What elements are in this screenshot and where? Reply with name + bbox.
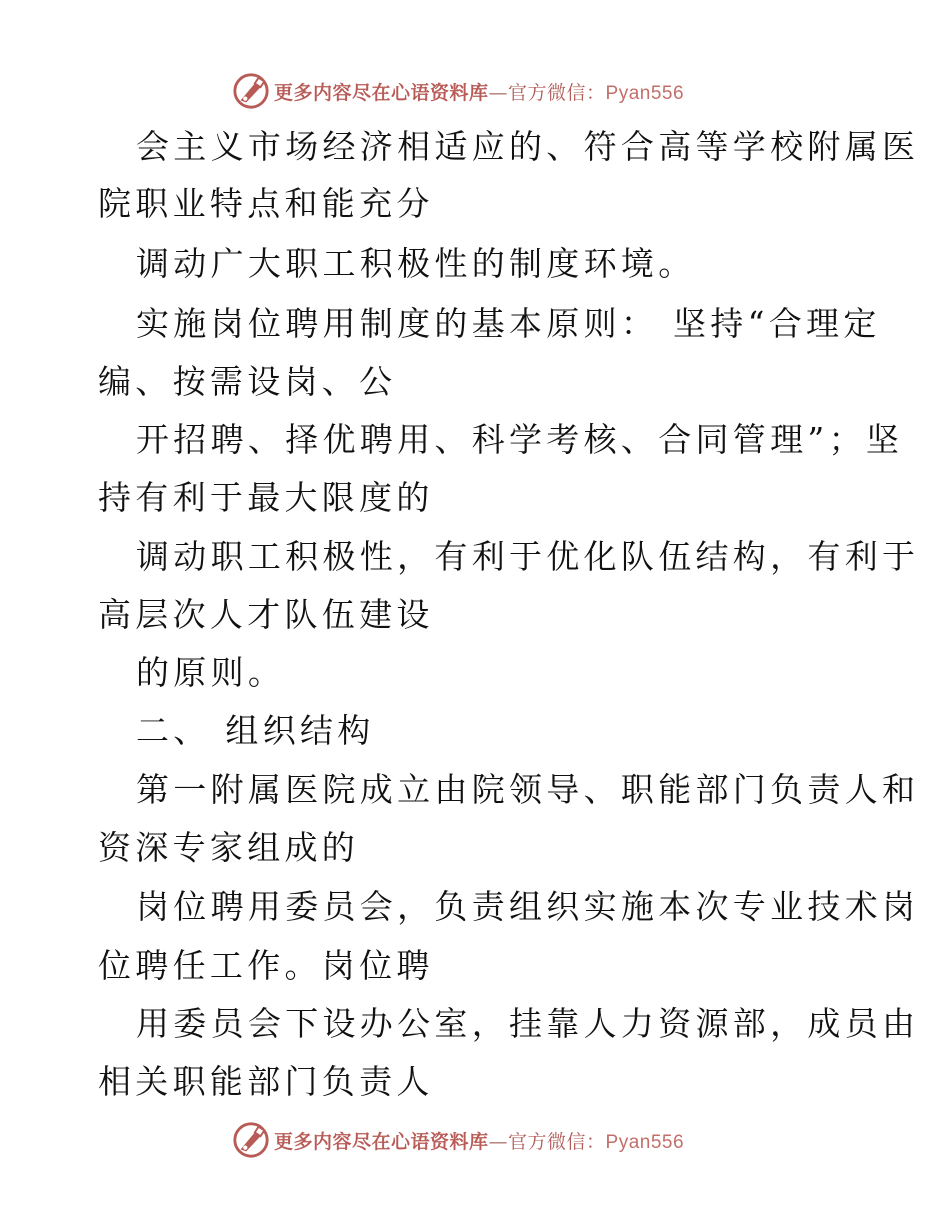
watermark-library: 更多内容尽在心语资料库 bbox=[274, 1130, 489, 1153]
watermark-official: 官方微信： bbox=[508, 81, 606, 104]
watermark-wechat-id: Pyan556 bbox=[605, 82, 685, 104]
watermark-official: 官方微信： bbox=[508, 1130, 606, 1153]
section-heading: 二、 组织结构 bbox=[136, 711, 375, 750]
watermark-library: 更多内容尽在心语资料库 bbox=[274, 81, 489, 104]
text-line: 调动职工积极性，有利于优化队伍结构，有利于 bbox=[136, 537, 920, 576]
text-line: 岗位聘用委员会，负责组织实施本次专业技术岗 bbox=[136, 887, 920, 926]
text-line: 调动广大职工积极性的制度环境。 bbox=[136, 244, 696, 283]
watermark-wechat-id: Pyan556 bbox=[605, 1131, 685, 1153]
pen-nib-logo-icon bbox=[232, 1121, 270, 1159]
watermark-separator: — bbox=[488, 81, 509, 104]
text-line: 实施岗位聘用制度的基本原则： 坚持“合理定 bbox=[136, 304, 881, 343]
text-line: 位聘任工作。岗位聘 bbox=[98, 946, 434, 985]
text-line: 开招聘、择优聘用、科学考核、合同管理”；坚 bbox=[136, 420, 904, 459]
text-line: 相关职能部门负责人 bbox=[98, 1062, 434, 1101]
watermark-text bbox=[274, 1127, 684, 1154]
text-line: 高层次人才队伍建设 bbox=[98, 595, 434, 634]
watermark-footer bbox=[232, 1120, 684, 1160]
watermark-separator: — bbox=[488, 1130, 509, 1153]
text-line: 用委员会下设办公室，挂靠人力资源部，成员由 bbox=[136, 1004, 920, 1043]
text-line: 会主义市场经济相适应的、符合高等学校附属医 bbox=[136, 127, 920, 166]
text-line: 资深专家组成的 bbox=[98, 828, 360, 867]
text-line: 编、按需设岗、公 bbox=[98, 362, 397, 401]
text-line: 持有利于最大限度的 bbox=[98, 478, 434, 517]
text-line: 院职业特点和能充分 bbox=[98, 184, 434, 223]
text-line: 第一附属医院成立由院领导、职能部门负责人和 bbox=[136, 770, 920, 809]
pen-nib-logo-icon bbox=[232, 72, 270, 110]
watermark-header bbox=[232, 71, 684, 111]
text-line: 的原则。 bbox=[136, 653, 286, 692]
watermark-text bbox=[274, 78, 684, 105]
